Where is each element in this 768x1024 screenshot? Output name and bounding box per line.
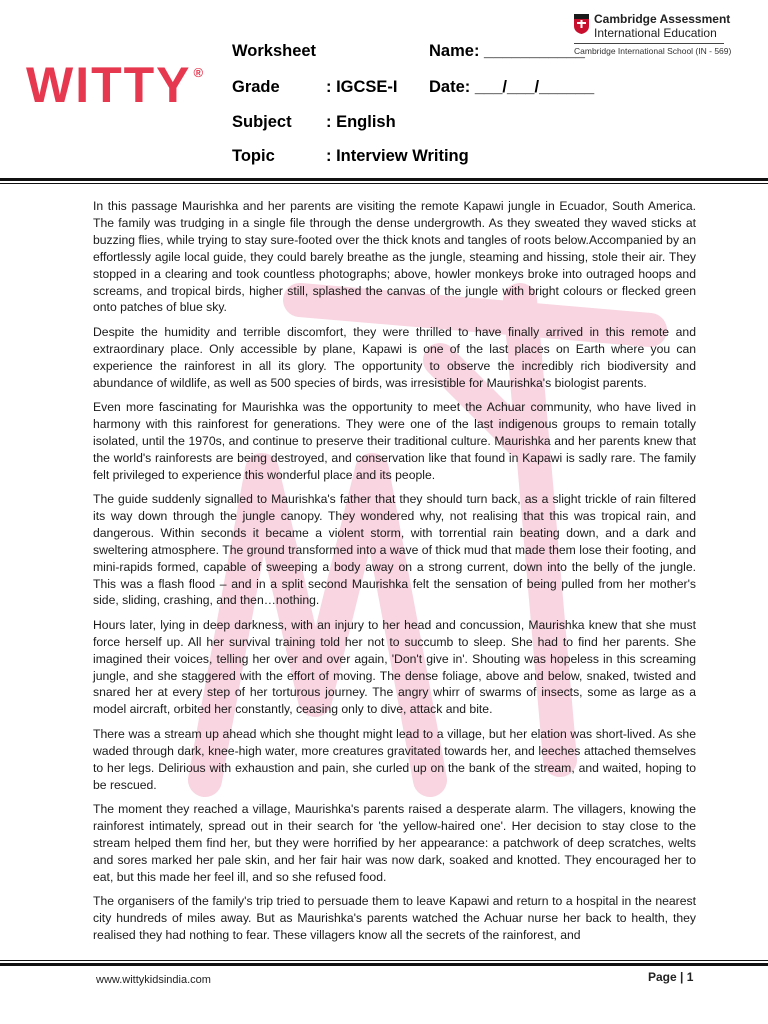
topic-value: : Interview Writing — [326, 147, 469, 165]
cambridge-shield-icon — [574, 14, 589, 34]
paragraph: Despite the humidity and terrible discomfort, they were thrilled to have finally arrived in this remote and extraordinary place. Only accessible by plane, Kapawi is one of the last places on Earth where you can experience the rainforest in all its glory. The opportunity to observe the incredibly rich biodiversity and abundance of wildlife, as well as 500 species of birds, was irresistible for Maurishka's biologist parents. — [93, 324, 696, 390]
cambridge-title: Cambridge Assessment — [594, 12, 731, 26]
passage — [93, 198, 696, 951]
footer-divider-thin — [0, 960, 768, 961]
date-field: Date: ___/___/______ — [429, 78, 595, 96]
page-number: Page | 1 — [648, 970, 694, 984]
paragraph: The guide suddenly signalled to Maurishka's father that they should turn back, as a slight trickle of rain filtered its way down through the jungle canopy. They wondered why, not realising that this was tropical rain, and dangerous. Within seconds it became a violent storm, with torrential rain beating down, and a dark and sweltering atmosphere. The ground transformed into a wave of thick mud that made them lose their footing, and mini-rapids formed, capable of sweeping a body away on a strong current, down into the belly of the jungle. This was a flash flood – and in a split second Maurishka felt the sensation of being pulled from her mother's side, sliding, crashing, and then…nothing. — [93, 492, 696, 608]
cambridge-subtitle: International Education — [594, 26, 717, 40]
subject-value: : English — [326, 113, 396, 131]
header-divider-thick — [0, 178, 768, 181]
name-field: Name: ___________ — [429, 42, 585, 60]
grade-value: : IGCSE-I — [326, 78, 398, 96]
topic-label: Topic — [232, 147, 275, 165]
registered-mark: ® — [193, 65, 206, 80]
subject-label: Subject — [232, 113, 292, 131]
footer-divider-thick — [0, 963, 768, 966]
cambridge-divider — [574, 43, 724, 44]
footer-website: www.wittykidsindia.com — [96, 974, 211, 986]
paragraph: In this passage Maurishka and her parents are visiting the remote Kapawi jungle in Ecuador, South America. The family was trudging in a single file through the dense undergrowth. As they sweated they waved sticks at buzzing flies, while trying to stay sure-footed over the thick knots and tangles of roots below.Accompanied by an effortlessly agile local guide, they could barely breathe as the jungle, steaming and hissing, stole their air. They stopped in a clearing and took countless photographs; above, howler monkeys broke into outraged hoops and screams, and tropical birds, higher still, splashed the canvas of the jungle with bright colours or flecked green onto patches of blue sky. — [93, 199, 696, 315]
worksheet-label: Worksheet — [232, 42, 317, 60]
grade-label: Grade — [232, 78, 280, 96]
paragraph: Hours later, lying in deep darkness, with an injury to her head and concussion, Maurishka knew that she must force herself up. All her survival training told her not to succumb to sleep. She had to find her parents. She imagined their voices, telling her over and over again, 'Don't give in'. Shouting was hopeless in this screaming jungle, and she staggered with the effort of moving. The dense foliage, above and below, snaked, twisted and snared her at every step of her torturous journey. The angry whirr of swarms of insects, some as large as a model aircraft, orbited her constantly, ceasing only to dive, attack and bite. — [93, 617, 696, 717]
logo-text: WITTY — [26, 57, 192, 113]
header-divider-thin — [0, 183, 768, 184]
paragraph: The organisers of the family's trip tried to persuade them to leave Kapawi and return to a hospital in the nearest city hundreds of miles away. But as Maurishka's parents watched the Achuar nurse her back to health, they realised they had nothing to fear. These villagers know all the secrets of the rainforest, and — [93, 893, 696, 942]
paragraph: The moment they reached a village, Maurishka's parents raised a desperate alarm. The villagers, knowing the rainforest intimately, spread out in their search for 'the yellow-haired one'. Her decision to stay close to the stream helped them find her, but they were horrified by her appearance: a patchwork of deep scratches, welts and sores marked her pale skin, and her fair hair was now dark, soaked and knotted. They encouraged her to eat, but this made her feel ill, and so she refused food. — [93, 801, 696, 884]
cambridge-school-id: Cambridge International School (IN - 569) — [574, 46, 732, 56]
paragraph: Even more fascinating for Maurishka was the opportunity to meet the Achuar community, who have lived in harmony with this rainforest for generations. They were one of the last indigenous groups to remain totally isolated, until the 1970s, and continue to preserve their traditional culture. Maurishka and her parents knew that the world's rainforests are being destroyed, and conservation like that found in Kapawi is sadly rare. The family felt privileged to experience this wonderful place and its people. — [93, 399, 696, 482]
witty-logo — [26, 57, 206, 113]
paragraph: There was a stream up ahead which she thought might lead to a village, but her elation was short-lived. As she waded through dark, knee-high water, more creatures gravitated towards her, and leeches attached themselves to her legs. Delirious with exhaustion and pain, she curled up on the bank of the stream, and waited, hoping to be rescued. — [93, 726, 696, 792]
